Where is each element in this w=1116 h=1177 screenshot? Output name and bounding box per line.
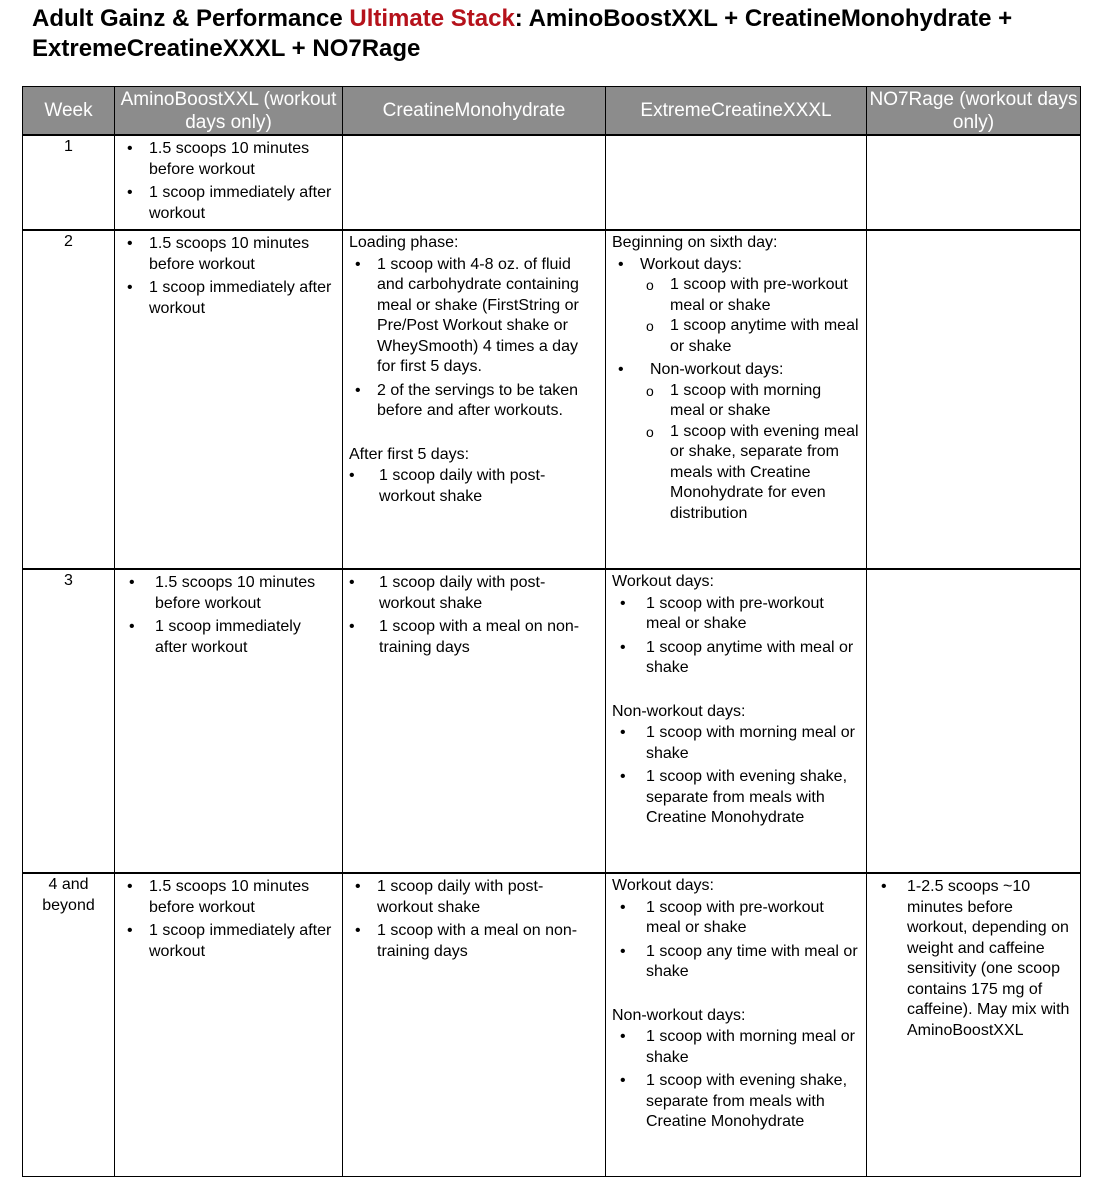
non-workout-days-heading: Non-workout days: — [612, 702, 746, 720]
table-row — [23, 873, 1081, 1177]
list-item: • 1 scoop with evening shake, separate from meals with Creatine Monohydrate — [612, 767, 860, 829]
list-item: • 1.5 scoops 10 minutes before workout — [121, 234, 336, 275]
list-item: • 1.5 scoops 10 minutes before workout — [121, 573, 336, 614]
sub-list-item: o 1 scoop with evening meal or shake, separate from meals with Creatine Monohydrate for even distribution — [640, 422, 860, 525]
amino-cell — [115, 873, 343, 1177]
week-cell: 3 — [23, 569, 115, 873]
list-item: • 1.5 scoops 10 minutes before workout — [121, 877, 336, 918]
title-part2: : AminoBoostXXL + CreatineMonohydrate + ExtremeCreatineXXXL + NO7Rage — [32, 5, 1013, 62]
list-item: • 1 scoop with pre-workout meal or shake — [612, 898, 860, 939]
table-row — [23, 230, 1081, 569]
no7-cell — [867, 135, 1081, 230]
amino-cell — [115, 230, 343, 569]
header-no7: NO7Rage (workout days only) — [867, 87, 1081, 136]
workout-days-heading: Workout days: — [612, 877, 714, 894]
beginning-heading: Beginning on sixth day: — [612, 234, 778, 251]
extreme-cell — [606, 873, 867, 1177]
non-workout-days-heading: Non-workout days: — [612, 1006, 746, 1024]
supplement-schedule-table — [22, 86, 1081, 1177]
list-item: • 1 scoop daily with post-workout shake — [349, 466, 599, 507]
list-item: • 1 scoop immediately after workout — [121, 183, 336, 224]
list-item — [612, 360, 860, 524]
non-workout-days-label: Non-workout days: — [650, 361, 784, 378]
list-item: • 1 scoop with evening shake, separate from meals with Creatine Monohydrate — [612, 1071, 860, 1133]
workout-days-heading: Workout days: — [612, 573, 714, 590]
list-item: • 1 scoop with a meal on non-training days — [349, 921, 599, 962]
list-item: • 1 scoop daily with post-workout shake — [349, 877, 599, 918]
list-item: • 1 scoop immediately after workout — [121, 921, 336, 962]
no7-cell — [867, 569, 1081, 873]
list-item: • 1 scoop anytime with meal or shake — [612, 638, 860, 679]
list-item: • 1 scoop immediately after workout — [121, 617, 336, 658]
list-item: • 1 scoop with 4-8 oz. of fluid and carbohydrate containing meal or shake (FirstString or Pre/Post Workout shake or WheySmooth) 4 times a day for first 5 days. — [349, 255, 599, 378]
workout-days-label: Workout days: — [640, 255, 742, 273]
extreme-cell — [606, 569, 867, 873]
list-item: • 1 scoop with pre-workout meal or shake — [612, 594, 860, 635]
week-cell: 1 — [23, 135, 115, 230]
list-item: • 2 of the servings to be taken before and after workouts. — [349, 381, 599, 422]
extreme-cell — [606, 230, 867, 569]
list-item: • 1-2.5 scoops ~10 minutes before workout, depending on weight and caffeine sensitivity (one scoop contains 175 mg of caffeine). May mix with AminoBoostXXL — [873, 877, 1074, 1041]
creatine-cell — [343, 569, 606, 873]
table-row — [23, 135, 1081, 230]
week-cell: 2 — [23, 230, 115, 569]
list-item: • 1 scoop daily with post-workout shake — [349, 573, 599, 614]
header-week: Week — [23, 87, 115, 136]
creatine-cell — [343, 873, 606, 1177]
list-item: • 1 scoop with morning meal or shake — [612, 1027, 860, 1068]
creatine-cell — [343, 135, 606, 230]
sub-list-item: o 1 scoop with morning meal or shake — [640, 381, 860, 422]
list-item: • 1 scoop any time with meal or shake — [612, 942, 860, 983]
list-item: • 1.5 scoops 10 minutes before workout — [121, 139, 336, 180]
loading-phase-heading: Loading phase: — [349, 234, 459, 251]
table-row — [23, 569, 1081, 873]
header-amino: AminoBoostXXL (workout days only) — [115, 87, 343, 136]
list-item — [612, 255, 860, 358]
page-title — [32, 4, 1092, 64]
list-item: • 1 scoop immediately after workout — [121, 278, 336, 319]
header-creatine: CreatineMonohydrate — [343, 87, 606, 136]
creatine-cell — [343, 230, 606, 569]
header-extreme: ExtremeCreatineXXXL — [606, 87, 867, 136]
title-highlight: Ultimate Stack — [349, 5, 515, 32]
table-header-row — [23, 87, 1081, 136]
extreme-cell — [606, 135, 867, 230]
sub-list-item: o 1 scoop anytime with meal or shake — [640, 316, 860, 357]
week-cell: 4 and beyond — [23, 873, 115, 1177]
sub-list-item: o 1 scoop with pre-workout meal or shake — [640, 275, 860, 316]
amino-cell — [115, 135, 343, 230]
no7-cell — [867, 230, 1081, 569]
no7-cell — [867, 873, 1081, 1177]
list-item: • 1 scoop with a meal on non-training days — [349, 617, 599, 658]
amino-cell — [115, 569, 343, 873]
after-first-days-heading: After first 5 days: — [349, 445, 470, 463]
list-item: • 1 scoop with morning meal or shake — [612, 723, 860, 764]
title-part1: Adult Gainz & Performance — [32, 5, 350, 32]
